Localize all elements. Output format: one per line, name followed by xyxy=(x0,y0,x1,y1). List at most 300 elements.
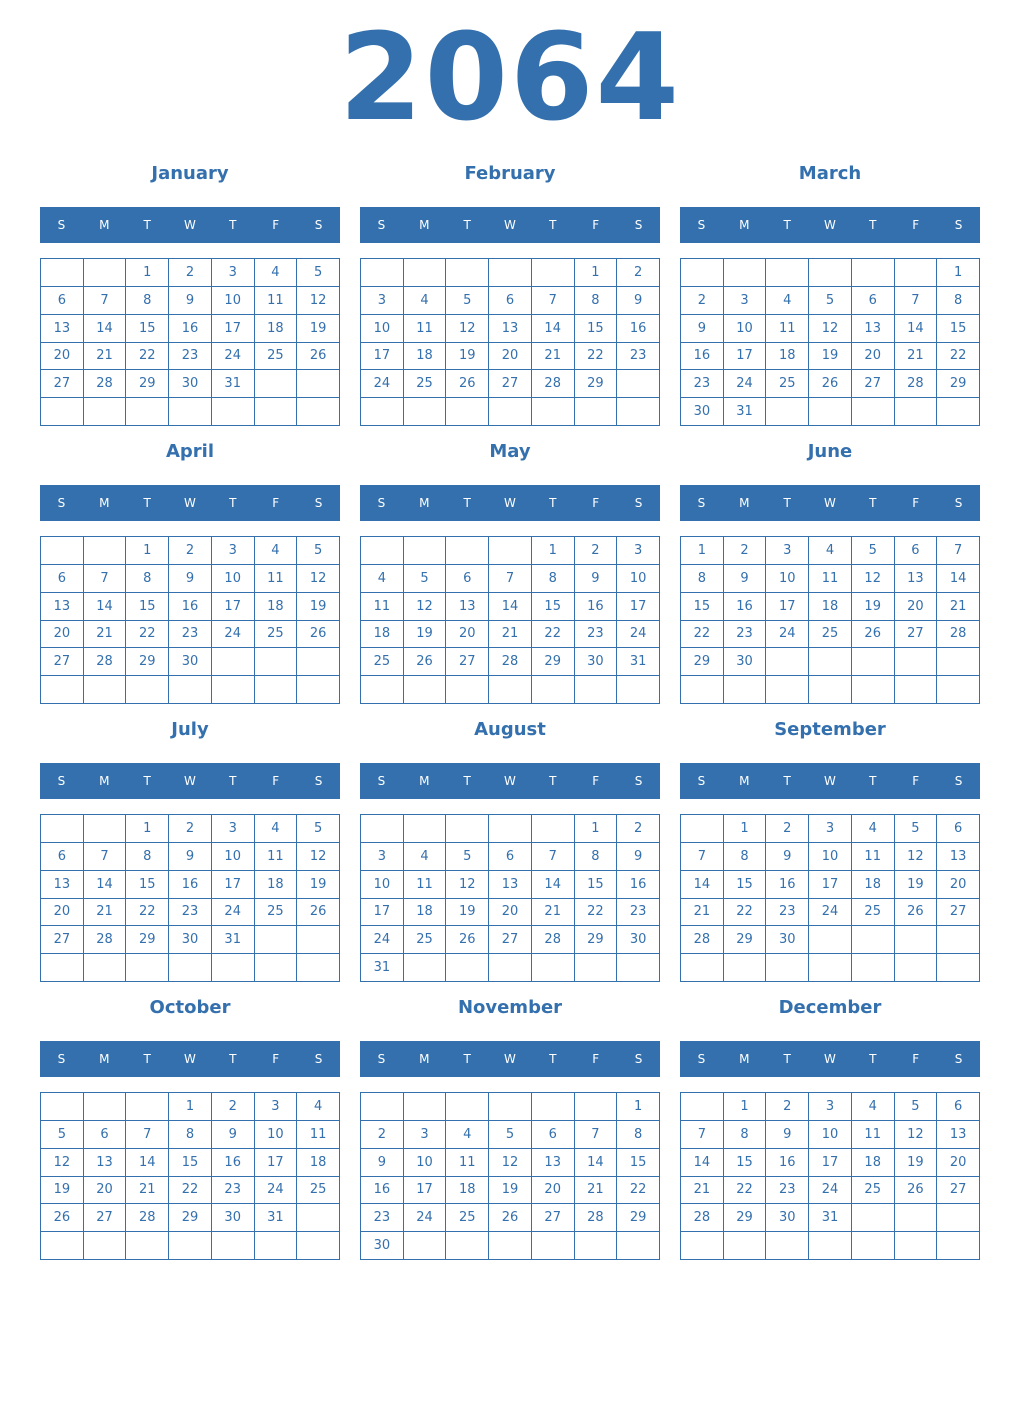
day-cell: 7 xyxy=(681,843,724,871)
empty-day-cell xyxy=(126,1232,169,1260)
day-cell: 20 xyxy=(937,1149,980,1177)
empty-day-cell xyxy=(489,259,532,287)
day-cell: 11 xyxy=(852,843,895,871)
day-cell: 26 xyxy=(297,899,340,927)
weekday-label: S xyxy=(57,774,66,788)
day-cell: 26 xyxy=(489,1204,532,1232)
day-cell: 5 xyxy=(489,1121,532,1149)
day-cell: 3 xyxy=(809,815,852,843)
day-cell: 10 xyxy=(212,843,255,871)
empty-day-cell xyxy=(489,1093,532,1121)
weekday-label: S xyxy=(697,1052,706,1066)
weekday-label: S xyxy=(377,496,386,510)
day-cell: 4 xyxy=(766,287,809,315)
day-cell: 15 xyxy=(126,593,169,621)
day-cell: 14 xyxy=(575,1149,618,1177)
weekday-label: M xyxy=(419,218,430,232)
day-cell: 28 xyxy=(681,926,724,954)
empty-day-cell xyxy=(212,648,255,676)
day-grid xyxy=(680,258,980,426)
day-cell: 27 xyxy=(41,648,84,676)
empty-day-cell xyxy=(489,398,532,426)
day-cell: 20 xyxy=(41,899,84,927)
month-name: December xyxy=(778,997,882,1018)
day-cell: 19 xyxy=(895,1149,938,1177)
weekday-label: S xyxy=(634,218,643,232)
day-cell: 20 xyxy=(41,621,84,649)
day-cell: 26 xyxy=(41,1204,84,1232)
weekday-label: M xyxy=(419,1052,430,1066)
day-cell: 1 xyxy=(724,815,767,843)
empty-day-cell xyxy=(617,370,660,398)
day-cell: 18 xyxy=(852,1149,895,1177)
day-cell: 3 xyxy=(361,843,404,871)
day-cell: 30 xyxy=(766,926,809,954)
empty-day-cell xyxy=(937,1232,980,1260)
day-cell: 6 xyxy=(446,565,489,593)
empty-day-cell xyxy=(617,398,660,426)
empty-day-cell xyxy=(724,1232,767,1260)
day-cell: 4 xyxy=(255,815,298,843)
empty-day-cell xyxy=(169,676,212,704)
day-cell: 24 xyxy=(212,621,255,649)
day-cell: 11 xyxy=(809,565,852,593)
day-cell: 12 xyxy=(404,593,447,621)
weekday-label: F xyxy=(912,496,920,510)
day-cell: 17 xyxy=(724,343,767,371)
day-cell: 14 xyxy=(681,1149,724,1177)
day-cell: 14 xyxy=(532,871,575,899)
empty-day-cell xyxy=(681,1232,724,1260)
day-cell: 10 xyxy=(212,565,255,593)
day-cell: 18 xyxy=(361,621,404,649)
day-cell: 29 xyxy=(681,648,724,676)
day-cell: 2 xyxy=(766,1093,809,1121)
day-cell: 13 xyxy=(489,315,532,343)
day-cell: 15 xyxy=(937,315,980,343)
day-cell: 18 xyxy=(404,343,447,371)
empty-day-cell xyxy=(297,954,340,982)
day-cell: 17 xyxy=(809,871,852,899)
weekday-label: S xyxy=(377,1052,386,1066)
day-cell: 6 xyxy=(937,815,980,843)
weekday-label: F xyxy=(912,774,920,788)
day-cell: 3 xyxy=(404,1121,447,1149)
day-cell: 10 xyxy=(809,1121,852,1149)
empty-day-cell xyxy=(404,1232,447,1260)
empty-day-cell xyxy=(681,815,724,843)
day-cell: 18 xyxy=(255,315,298,343)
day-cell: 2 xyxy=(681,287,724,315)
day-cell: 27 xyxy=(895,621,938,649)
day-cell: 27 xyxy=(532,1204,575,1232)
day-cell: 4 xyxy=(361,565,404,593)
empty-day-cell xyxy=(361,676,404,704)
month-name: August xyxy=(474,719,546,740)
day-cell: 21 xyxy=(126,1177,169,1205)
day-grid xyxy=(40,1092,340,1260)
day-cell: 9 xyxy=(617,287,660,315)
weekday-label: F xyxy=(272,1052,280,1066)
day-cell: 28 xyxy=(681,1204,724,1232)
weekday-label: T xyxy=(143,496,151,510)
empty-day-cell xyxy=(681,954,724,982)
day-cell: 2 xyxy=(617,259,660,287)
day-cell: 23 xyxy=(169,899,212,927)
day-cell: 18 xyxy=(255,871,298,899)
day-grid xyxy=(360,536,660,704)
day-cell: 6 xyxy=(41,287,84,315)
empty-day-cell xyxy=(766,1232,809,1260)
day-cell: 22 xyxy=(575,343,618,371)
weekday-label: T xyxy=(783,496,791,510)
day-cell: 8 xyxy=(169,1121,212,1149)
weekday-label: F xyxy=(592,218,600,232)
day-cell: 19 xyxy=(404,621,447,649)
day-cell: 27 xyxy=(937,1177,980,1205)
day-cell: 29 xyxy=(724,926,767,954)
weekday-label: T xyxy=(549,774,557,788)
day-cell: 12 xyxy=(41,1149,84,1177)
weekday-label: S xyxy=(697,496,706,510)
empty-day-cell xyxy=(84,676,127,704)
empty-day-cell xyxy=(532,398,575,426)
day-cell: 19 xyxy=(446,899,489,927)
day-cell: 22 xyxy=(617,1177,660,1205)
day-cell: 8 xyxy=(937,287,980,315)
day-cell: 12 xyxy=(297,565,340,593)
day-cell: 13 xyxy=(41,871,84,899)
day-cell: 8 xyxy=(724,1121,767,1149)
weekday-label: M xyxy=(419,496,430,510)
day-cell: 2 xyxy=(575,537,618,565)
empty-day-cell xyxy=(532,815,575,843)
day-cell: 18 xyxy=(446,1177,489,1205)
weekday-header xyxy=(680,207,980,243)
empty-day-cell xyxy=(404,537,447,565)
day-cell: 22 xyxy=(681,621,724,649)
day-cell: 25 xyxy=(255,343,298,371)
day-cell: 25 xyxy=(361,648,404,676)
day-cell: 1 xyxy=(169,1093,212,1121)
day-cell: 10 xyxy=(212,287,255,315)
empty-day-cell xyxy=(809,648,852,676)
empty-day-cell xyxy=(766,648,809,676)
empty-day-cell xyxy=(575,1232,618,1260)
empty-day-cell xyxy=(489,537,532,565)
empty-day-cell xyxy=(489,954,532,982)
month-november xyxy=(360,990,660,1268)
day-cell: 30 xyxy=(681,398,724,426)
empty-day-cell xyxy=(895,954,938,982)
empty-day-cell xyxy=(532,1093,575,1121)
weekday-label: M xyxy=(99,496,110,510)
day-cell: 8 xyxy=(532,565,575,593)
day-cell: 31 xyxy=(212,926,255,954)
empty-day-cell xyxy=(937,954,980,982)
day-cell: 14 xyxy=(532,315,575,343)
day-cell: 21 xyxy=(937,593,980,621)
month-september xyxy=(680,712,980,990)
empty-day-cell xyxy=(212,954,255,982)
day-cell: 26 xyxy=(852,621,895,649)
weekday-label: W xyxy=(184,1052,196,1066)
weekday-header xyxy=(680,763,980,799)
day-cell: 23 xyxy=(617,899,660,927)
empty-day-cell xyxy=(724,954,767,982)
day-cell: 23 xyxy=(169,343,212,371)
empty-day-cell xyxy=(404,259,447,287)
empty-day-cell xyxy=(404,954,447,982)
day-cell: 28 xyxy=(84,926,127,954)
weekday-header xyxy=(40,1041,340,1077)
day-cell: 3 xyxy=(212,815,255,843)
day-cell: 14 xyxy=(84,871,127,899)
weekday-label: F xyxy=(912,1052,920,1066)
day-cell: 15 xyxy=(724,871,767,899)
day-cell: 16 xyxy=(617,871,660,899)
day-cell: 20 xyxy=(852,343,895,371)
day-cell: 1 xyxy=(532,537,575,565)
empty-day-cell xyxy=(575,398,618,426)
day-cell: 27 xyxy=(937,899,980,927)
day-cell: 27 xyxy=(41,370,84,398)
year-title: 2064 xyxy=(339,9,681,148)
day-cell: 23 xyxy=(766,1177,809,1205)
day-cell: 23 xyxy=(212,1177,255,1205)
day-cell: 21 xyxy=(575,1177,618,1205)
weekday-label: T xyxy=(463,1052,471,1066)
weekday-label: S xyxy=(697,774,706,788)
empty-day-cell xyxy=(126,676,169,704)
empty-day-cell xyxy=(937,1204,980,1232)
empty-day-cell xyxy=(489,1232,532,1260)
day-cell: 6 xyxy=(41,843,84,871)
weekday-label: M xyxy=(739,774,750,788)
empty-day-cell xyxy=(446,954,489,982)
day-cell: 10 xyxy=(766,565,809,593)
day-cell: 29 xyxy=(169,1204,212,1232)
empty-day-cell xyxy=(489,815,532,843)
day-cell: 16 xyxy=(169,593,212,621)
day-cell: 9 xyxy=(169,843,212,871)
day-cell: 12 xyxy=(297,287,340,315)
day-cell: 2 xyxy=(169,815,212,843)
day-cell: 14 xyxy=(937,565,980,593)
day-cell: 1 xyxy=(681,537,724,565)
day-cell: 5 xyxy=(297,815,340,843)
empty-day-cell xyxy=(895,259,938,287)
day-cell: 5 xyxy=(446,287,489,315)
day-cell: 30 xyxy=(575,648,618,676)
empty-day-cell xyxy=(766,954,809,982)
day-cell: 11 xyxy=(404,315,447,343)
empty-day-cell xyxy=(809,259,852,287)
month-name: July xyxy=(171,719,209,740)
day-cell: 28 xyxy=(84,648,127,676)
weekday-label: W xyxy=(824,218,836,232)
day-cell: 3 xyxy=(361,287,404,315)
day-cell: 6 xyxy=(41,565,84,593)
day-cell: 17 xyxy=(404,1177,447,1205)
month-march xyxy=(680,156,980,434)
day-cell: 9 xyxy=(361,1149,404,1177)
empty-day-cell xyxy=(766,259,809,287)
weekday-label: M xyxy=(739,1052,750,1066)
empty-day-cell xyxy=(489,676,532,704)
day-cell: 4 xyxy=(852,815,895,843)
month-june xyxy=(680,434,980,712)
weekday-label: S xyxy=(634,1052,643,1066)
weekday-label: T xyxy=(869,218,877,232)
day-cell: 19 xyxy=(297,593,340,621)
day-cell: 16 xyxy=(766,1149,809,1177)
empty-day-cell xyxy=(361,815,404,843)
weekday-label: M xyxy=(99,218,110,232)
day-cell: 1 xyxy=(617,1093,660,1121)
day-cell: 4 xyxy=(255,537,298,565)
day-cell: 29 xyxy=(126,370,169,398)
day-cell: 4 xyxy=(404,287,447,315)
day-cell: 16 xyxy=(617,315,660,343)
empty-day-cell xyxy=(41,1232,84,1260)
day-cell: 3 xyxy=(766,537,809,565)
weekday-label: S xyxy=(377,218,386,232)
day-cell: 9 xyxy=(575,565,618,593)
day-cell: 29 xyxy=(126,648,169,676)
day-cell: 30 xyxy=(169,370,212,398)
day-cell: 9 xyxy=(212,1121,255,1149)
day-cell: 29 xyxy=(937,370,980,398)
day-cell: 20 xyxy=(532,1177,575,1205)
day-cell: 7 xyxy=(84,843,127,871)
empty-day-cell xyxy=(532,954,575,982)
empty-day-cell xyxy=(255,926,298,954)
empty-day-cell xyxy=(255,370,298,398)
day-grid xyxy=(680,814,980,982)
day-cell: 23 xyxy=(361,1204,404,1232)
day-cell: 19 xyxy=(41,1177,84,1205)
empty-day-cell xyxy=(446,398,489,426)
weekday-label: T xyxy=(463,496,471,510)
day-cell: 21 xyxy=(895,343,938,371)
empty-day-cell xyxy=(852,926,895,954)
day-cell: 3 xyxy=(255,1093,298,1121)
day-cell: 13 xyxy=(937,843,980,871)
day-cell: 6 xyxy=(895,537,938,565)
empty-day-cell xyxy=(255,1232,298,1260)
weekday-label: S xyxy=(57,218,66,232)
weekday-header xyxy=(680,485,980,521)
empty-day-cell xyxy=(852,398,895,426)
day-cell: 23 xyxy=(617,343,660,371)
day-cell: 14 xyxy=(895,315,938,343)
empty-day-cell xyxy=(532,1232,575,1260)
weekday-header xyxy=(680,1041,980,1077)
day-cell: 16 xyxy=(169,871,212,899)
month-april xyxy=(40,434,340,712)
day-cell: 8 xyxy=(126,565,169,593)
weekday-label: T xyxy=(463,218,471,232)
day-cell: 19 xyxy=(895,871,938,899)
empty-day-cell xyxy=(532,259,575,287)
day-cell: 7 xyxy=(489,565,532,593)
empty-day-cell xyxy=(126,398,169,426)
day-cell: 31 xyxy=(361,954,404,982)
day-cell: 5 xyxy=(895,1093,938,1121)
day-cell: 27 xyxy=(852,370,895,398)
day-cell: 10 xyxy=(404,1149,447,1177)
weekday-label: T xyxy=(783,774,791,788)
day-cell: 15 xyxy=(126,871,169,899)
day-cell: 2 xyxy=(169,537,212,565)
empty-day-cell xyxy=(575,676,618,704)
day-cell: 28 xyxy=(895,370,938,398)
day-cell: 11 xyxy=(255,565,298,593)
day-cell: 8 xyxy=(617,1121,660,1149)
month-august xyxy=(360,712,660,990)
day-cell: 20 xyxy=(895,593,938,621)
day-cell: 3 xyxy=(809,1093,852,1121)
day-cell: 15 xyxy=(126,315,169,343)
day-cell: 19 xyxy=(446,343,489,371)
weekday-label: W xyxy=(184,774,196,788)
weekday-label: F xyxy=(272,218,280,232)
day-cell: 5 xyxy=(895,815,938,843)
month-february xyxy=(360,156,660,434)
day-grid xyxy=(40,258,340,426)
empty-day-cell xyxy=(852,1232,895,1260)
day-cell: 31 xyxy=(617,648,660,676)
day-cell: 15 xyxy=(169,1149,212,1177)
empty-day-cell xyxy=(212,1232,255,1260)
empty-day-cell xyxy=(41,398,84,426)
day-cell: 13 xyxy=(84,1149,127,1177)
day-cell: 21 xyxy=(489,621,532,649)
month-name: April xyxy=(165,441,215,462)
day-cell: 26 xyxy=(895,1177,938,1205)
weekday-header xyxy=(360,207,660,243)
day-grid xyxy=(360,258,660,426)
day-cell: 25 xyxy=(766,370,809,398)
month-name: September xyxy=(774,719,886,740)
day-cell: 18 xyxy=(297,1149,340,1177)
day-cell: 1 xyxy=(724,1093,767,1121)
empty-day-cell xyxy=(937,648,980,676)
day-cell: 22 xyxy=(724,899,767,927)
day-cell: 8 xyxy=(126,287,169,315)
day-cell: 29 xyxy=(575,370,618,398)
day-cell: 25 xyxy=(809,621,852,649)
empty-day-cell xyxy=(895,1204,938,1232)
day-cell: 21 xyxy=(84,343,127,371)
empty-day-cell xyxy=(446,1093,489,1121)
day-cell: 11 xyxy=(255,843,298,871)
day-cell: 29 xyxy=(532,648,575,676)
weekday-label: F xyxy=(272,774,280,788)
day-cell: 25 xyxy=(404,926,447,954)
weekday-header xyxy=(360,485,660,521)
weekday-label: T xyxy=(783,1052,791,1066)
weekday-label: M xyxy=(739,496,750,510)
day-cell: 12 xyxy=(809,315,852,343)
day-cell: 7 xyxy=(532,843,575,871)
day-cell: 28 xyxy=(532,926,575,954)
weekday-label: S xyxy=(954,218,963,232)
empty-day-cell xyxy=(809,398,852,426)
day-grid xyxy=(40,814,340,982)
day-cell: 8 xyxy=(681,565,724,593)
